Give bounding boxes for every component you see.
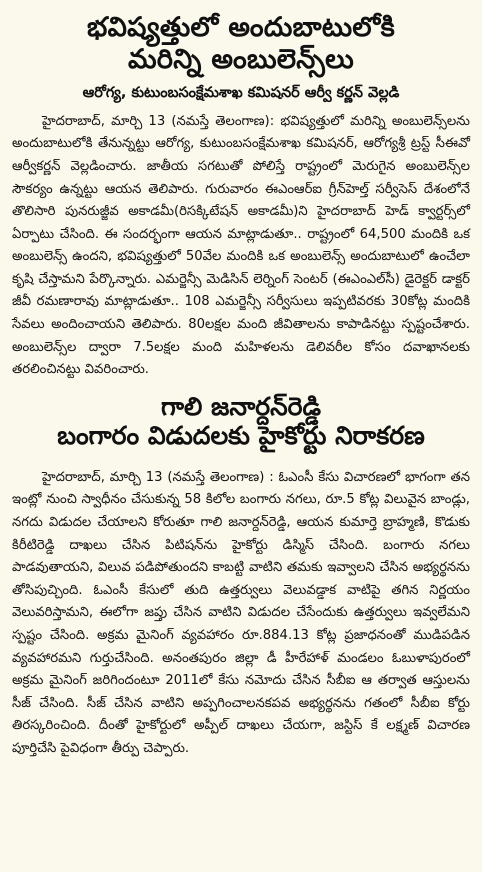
article-body: హైదరాబాద్, మార్చి 13 (నమస్తే తెలంగాణ): భవిష్యత్తులో మరిన్ని అంబులెన్స్‌లను అందుబాటులోకి తేనున్నట్టు ఆరోగ్య, కుటుంబసంక్షేమశాఖ కమిషనర్, ఆరోగ్యశ్రీ ట్రస్ట్ సీఈవో ఆర్వీకర్ణన్ వెల్లడించారు. జాతీయ సగటుతో పోలిస్తే రాష్ట్రంలో మెరుగైన అంబులెన్స్‌ల సౌకర్యం ఉన్నట్టు ఆయన తెలిపారు. గురువారం ఈఎంఆర్‌ఐ గ్రీన్‌హెల్త్ సర్వీసెస్ దేశంలోనే తొలిసారి పునరుజ్జీవ అకాడమీ(రిసక్కిటేషన్ అకాడమీ)ని హైదరాబాద్ హెడ్ క్వార్టర్స్‌లో ఏర్పాటు చేసింది. ఈ సందర్భంగా ఆయన మాట్లాడుతూ.. రాష్ట్రంలో 64,500 మందికి ఒక అంబులెన్స్ ఉందని, భవిష్యత్తులో 50వేల మందికి ఒక అంబులెన్స్ అందుబాటులో ఉంచేలా కృషి చేస్తామని పేర్కొన్నారు. ఎమర్జెన్సీ మెడిసిన్ లెర్నింగ్ సెంటర్ (ఈఎంఎల్‌సీ) డైరెక్టర్ డాక్టర్ జీవీ రమణారావు మాట్లాడుతూ.. 108 ఎమర్జెన్సీ సర్వీసులు ఇప్పటివరకు 30కోట్ల మందికి సేవలు అందించాయని తెలిపారు. 80లక్షల మంది జీవితాలను కాపాడినట్టు స్పష్టంచేశారు. అంబులెన్స్‌ల ద్వారా 7.5లక్షల మంది మహిళలను డెలివరీల కోసం దవాఖానలకు తరలించినట్టు వివరించారు.	[12, 113, 470, 378]
article-gali-janardhan	[12, 392, 470, 761]
article-ambulances	[12, 12, 470, 382]
article-subheadline: ఆరోగ్య, కుటుంబసంక్షేమశాఖ కమిషనర్ ఆర్వీ కర్ణన్ వెల్లడి	[82, 84, 400, 101]
article-headline	[12, 392, 470, 451]
headline-line-2: మరిన్ని అంబులెన్స్‌లు	[128, 43, 354, 75]
article-headline	[12, 12, 470, 76]
headline-line-1: గాలి జనార్దన్‌రెడ్డి	[160, 391, 321, 421]
headline-line-2: బంగారం విడుదలకు హైకోర్టు నిరాకరణ	[57, 421, 425, 451]
article-body: హైదరాబాద్, మార్చి 13 (నమస్తే తెలంగాణ) : ఓఎంసీ కేసు విచారణలో భాగంగా తన ఇంట్లో నుంచి స్వాధీనం చేసుకున్న 58 కిలోల బంగారు నగలు, రూ.5 కోట్ల విలువైన బాండ్లు, నగదు విడుదల చేయాలని కోరుతూ గాలి జనార్దన్‌రెడ్డి, ఆయన కుమార్తె బ్రాహ్మణి, కొడుకు కిరీటిరెడ్డి దాఖలు చేసిన పిటిషన్‌ను హైకోర్టు డిస్మిస్ చేసింది. బంగారు నగలు పాడవుతాయని, విలువ పడిపోతుందని కాబట్టి వాటిని తమకు ఇవ్వాలని చేసిన అభ్యర్థనను తోసిపుచ్చింది. ఓఎంసీ కేసులో తుది ఉత్తర్వులు వెలువడ్డాక వాటిపై తగిన నిర్ణయం వెలువరిస్తామని, ఈలోగా జప్తు చేసిన వాటిని విడుదల చేసేందుకు ఉత్తర్వులు ఇవ్వలేమని స్పష్టం చేసింది. అక్రమ మైనింగ్ వ్యవహారం రూ.884.13 కోట్ల ప్రజాధనంతో ముడిపడిన వ్యవహారమని గుర్తుచేసింది. అనంతపురం జిల్లా డీ హీరేహాళ్ మండలం ఓబుళాపురంలో అక్రమ మైనింగ్ జరిగిందంటూ 2011లో కేసు నమోదు చేసిన సీబీఐ ఆ తర్వాత ఆస్తులను సీజ్ చేసింది. సీజ్ చేసిన వాటిని అప్పగించాలనకపవ అభ్యర్థనను గతంలో సీబీఐ కోర్టు తిరస్కరించింది. దీంతో హైకోర్టులో అప్పీల్ దాఖలు చేయగా, జస్టిస్ కే లక్ష్మణ్ విచారణ పూర్తిచేసి పైవిధంగా తీర్పు చెప్పారు.	[12, 469, 470, 756]
headline-line-1: భవిష్యత్తులో అందుబాటులోకి	[87, 12, 395, 43]
